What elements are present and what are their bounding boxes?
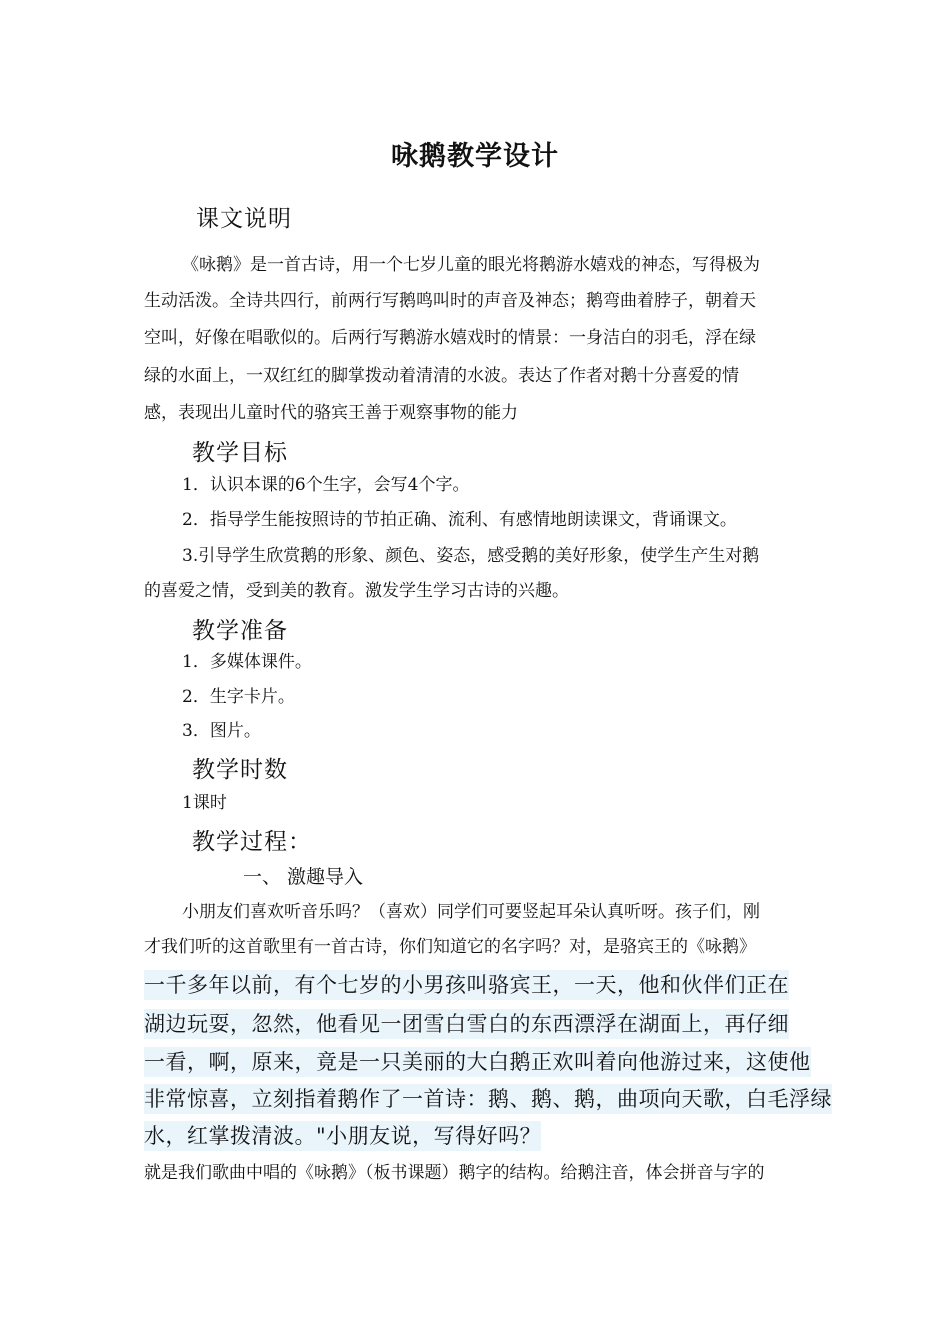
goal-line-3: 3.引导学生欣赏鹅的形象、颜色、姿态，感受鹅的美好形象，使学生产生对鹅 xyxy=(182,546,760,566)
process-final-line: 就是我们歌曲中唱的《咏鹅》（板书课题）鹅字的结构。给鹅注音，体会拼音与字的 xyxy=(144,1163,765,1183)
preparation-line-2: 2．生字卡片。 xyxy=(182,687,295,707)
document-title: 咏鹅教学设计 xyxy=(391,141,559,172)
story-line-2: 湖边玩耍，忽然，他看见一团雪白雪白的东西漂浮在湖面上，再仔细 xyxy=(144,1009,789,1039)
goal-line-4: 的喜爱之情，受到美的教育。激发学生学习古诗的兴趣。 xyxy=(144,581,569,601)
story-line-5: 水，红掌拨清波。"小朋友说，写得好吗？ xyxy=(144,1121,541,1151)
heading-hours: 教学时数 xyxy=(192,757,288,783)
process-step-1: 一、 激趣导入 xyxy=(243,866,364,888)
heading-process: 教学过程： xyxy=(192,829,312,855)
story-line-3: 一看，啊，原来，竟是一只美丽的大白鹅正欢叫着向他游过来，这使他 xyxy=(144,1047,811,1077)
explanation-line-3: 空叫，好像在唱歌似的。后两行写鹅游水嬉戏时的情景：一身洁白的羽毛，浮在绿 xyxy=(144,328,756,348)
preparation-line-1: 1．多媒体课件。 xyxy=(182,652,312,672)
heading-preparation: 教学准备 xyxy=(192,618,288,644)
story-line-1: 一千多年以前，有个七岁的小男孩叫骆宾王，一天，他和伙伴们正在 xyxy=(144,970,789,1000)
story-line-4: 非常惊喜，立刻指着鹅作了一首诗：鹅、鹅、鹅，曲项向天歌，白毛浮绿 xyxy=(144,1084,832,1114)
explanation-line-1: 《咏鹅》是一首古诗，用一个七岁儿童的眼光将鹅游水嬉戏的神态，写得极为 xyxy=(182,255,760,275)
heading-goals: 教学目标 xyxy=(192,440,288,466)
goal-line-1: 1．认识本课的6个生字，会写4个字。 xyxy=(182,475,470,495)
process-intro-line-1: 小朋友们喜欢听音乐吗？（喜欢）同学们可要竖起耳朵认真听呀。孩子们，刚 xyxy=(182,902,760,922)
explanation-line-5: 感，表现出儿童时代的骆宾王善于观察事物的能力 xyxy=(144,403,518,423)
heading-explanation: 课文说明 xyxy=(196,206,292,232)
explanation-line-4: 绿的水面上，一双红红的脚掌拨动着清清的水波。表达了作者对鹅十分喜爱的情 xyxy=(144,366,739,386)
hours-line-1: 1课时 xyxy=(182,793,227,813)
preparation-line-3: 3．图片。 xyxy=(182,721,261,741)
goal-line-2: 2．指导学生能按照诗的节拍正确、流利、有感情地朗读课文，背诵课文。 xyxy=(182,510,737,530)
explanation-line-2: 生动活泼。全诗共四行，前两行写鹅鸣叫时的声音及神态；鹅弯曲着脖子，朝着天 xyxy=(144,291,756,311)
process-intro-line-2: 才我们听的这首歌里有一首古诗，你们知道它的名字吗？对，是骆宾王的《咏鹅》 xyxy=(144,937,756,957)
